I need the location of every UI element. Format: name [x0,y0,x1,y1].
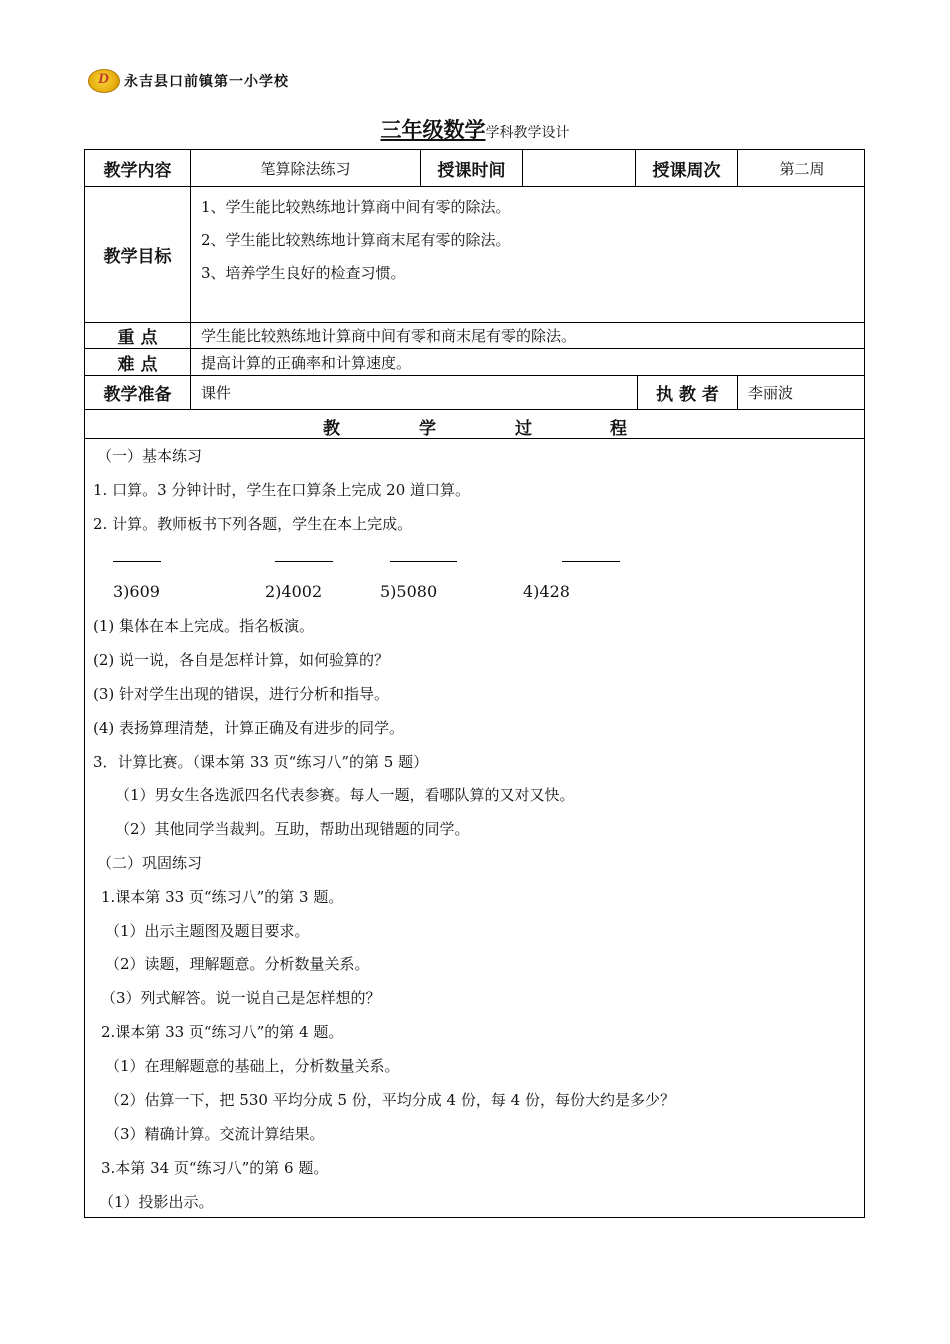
process-heading-char: 学 [419,419,436,439]
difficulty-value: 提高计算的正确率和计算速度。 [201,353,412,372]
division-problem: 5)5080 [380,582,438,601]
process-line: 3.本第 34 页“练习八”的第 6 题。 [101,1159,329,1177]
process-line: （3）列式解答。说一说自己是怎样想的？ [101,989,381,1007]
title-main: 三年级数学 [380,118,486,142]
info-row [85,150,864,187]
goals-list [191,187,866,322]
process-line: （一）基本练习 [97,447,203,465]
key-point-row [85,323,864,349]
process-line: （2）估算一下，把 530 平均分成 5 份，平均分成 4 份，每 4 份，每份大约是多少？ [105,1091,675,1109]
goals-row [85,187,864,323]
content-label: 教学内容 [85,150,191,186]
teacher-label: 执 教 者 [638,376,738,409]
process-line: （1）在理解题意的基础上，分析数量关系。 [105,1057,400,1075]
process-heading-char: 过 [515,419,532,439]
process-line: （3）精确计算。交流计算结果。 [105,1125,325,1143]
difficulty-label: 难 点 [85,349,191,375]
process-heading-char: 教 [323,419,340,439]
division-bar [275,561,333,562]
school-header [88,68,289,94]
time-value [523,150,636,186]
process-heading [85,410,864,439]
division-problem: 2)4002 [265,582,323,601]
school-name: 永吉县口前镇第一小学校 [124,74,289,90]
process-line: 3．计算比赛。（课本第 33 页“练习八”的第 5 题） [93,753,429,771]
title-sub: 学科教学设计 [485,125,570,141]
process-line: （1）出示主题图及题目要求。 [105,922,310,940]
time-label: 授课时间 [421,150,523,186]
goal-item: 1、学生能比较熟练地计算商中间有零的除法。 [201,198,511,216]
process-line: （二）巩固练习 [97,854,203,872]
content-value: 笔算除法练习 [191,150,421,186]
difficulty-row [85,349,864,376]
key-point-value: 学生能比较熟练地计算商中间有零和商末尾有零的除法。 [201,327,577,345]
process-heading-char: 程 [610,419,627,439]
goals-label: 教学目标 [85,187,191,322]
division-problem: 4)428 [523,582,570,601]
goal-item: 3、培养学生良好的检查习惯。 [201,264,406,282]
process-line: （1）投影出示。 [99,1193,214,1211]
process-line: (2) 说一说，各自是怎样计算，如何验算的？ [93,651,390,669]
process-line: （2）其他同学当裁判。互助，帮助出现错题的同学。 [115,820,470,838]
process-line: （2）读题，理解题意。分析数量关系。 [105,955,370,973]
process-line: (1) 集体在本上完成。指名板演。 [93,617,315,635]
process-line: 2.课本第 33 页“练习八”的第 4 题。 [101,1023,344,1041]
division-problem: 3)609 [113,582,160,601]
key-point-label: 重 点 [85,323,191,348]
process-line: (4) 表扬算理清楚，计算正确及有进步的同学。 [93,719,405,737]
process-line: 1.课本第 33 页“练习八”的第 3 题。 [101,888,344,906]
teacher-value: 李丽波 [748,384,794,402]
prep-row [85,376,864,410]
week-label: 授课周次 [636,150,738,186]
division-bar [390,561,457,562]
week-value: 第二周 [779,159,825,178]
division-bar [113,561,161,562]
document-title [0,114,950,144]
process-line: 1. 口算。3 分钟计时，学生在口算条上完成 20 道口算。 [93,481,471,499]
school-logo-icon [88,69,120,93]
process-line: （1）男女生各选派四名代表参赛。每人一题，看哪队算的又对又快。 [115,786,575,804]
lesson-plan-table [84,149,865,1218]
process-line: 2. 计算。教师板书下列各题，学生在本上完成。 [93,515,413,533]
prep-value: 课件 [191,376,638,409]
prep-label: 教学准备 [85,376,191,409]
division-bar [562,561,620,562]
goal-item: 2、学生能比较熟练地计算商末尾有零的除法。 [201,231,511,249]
process-line: (3) 针对学生出现的错误，进行分析和指导。 [93,685,390,703]
